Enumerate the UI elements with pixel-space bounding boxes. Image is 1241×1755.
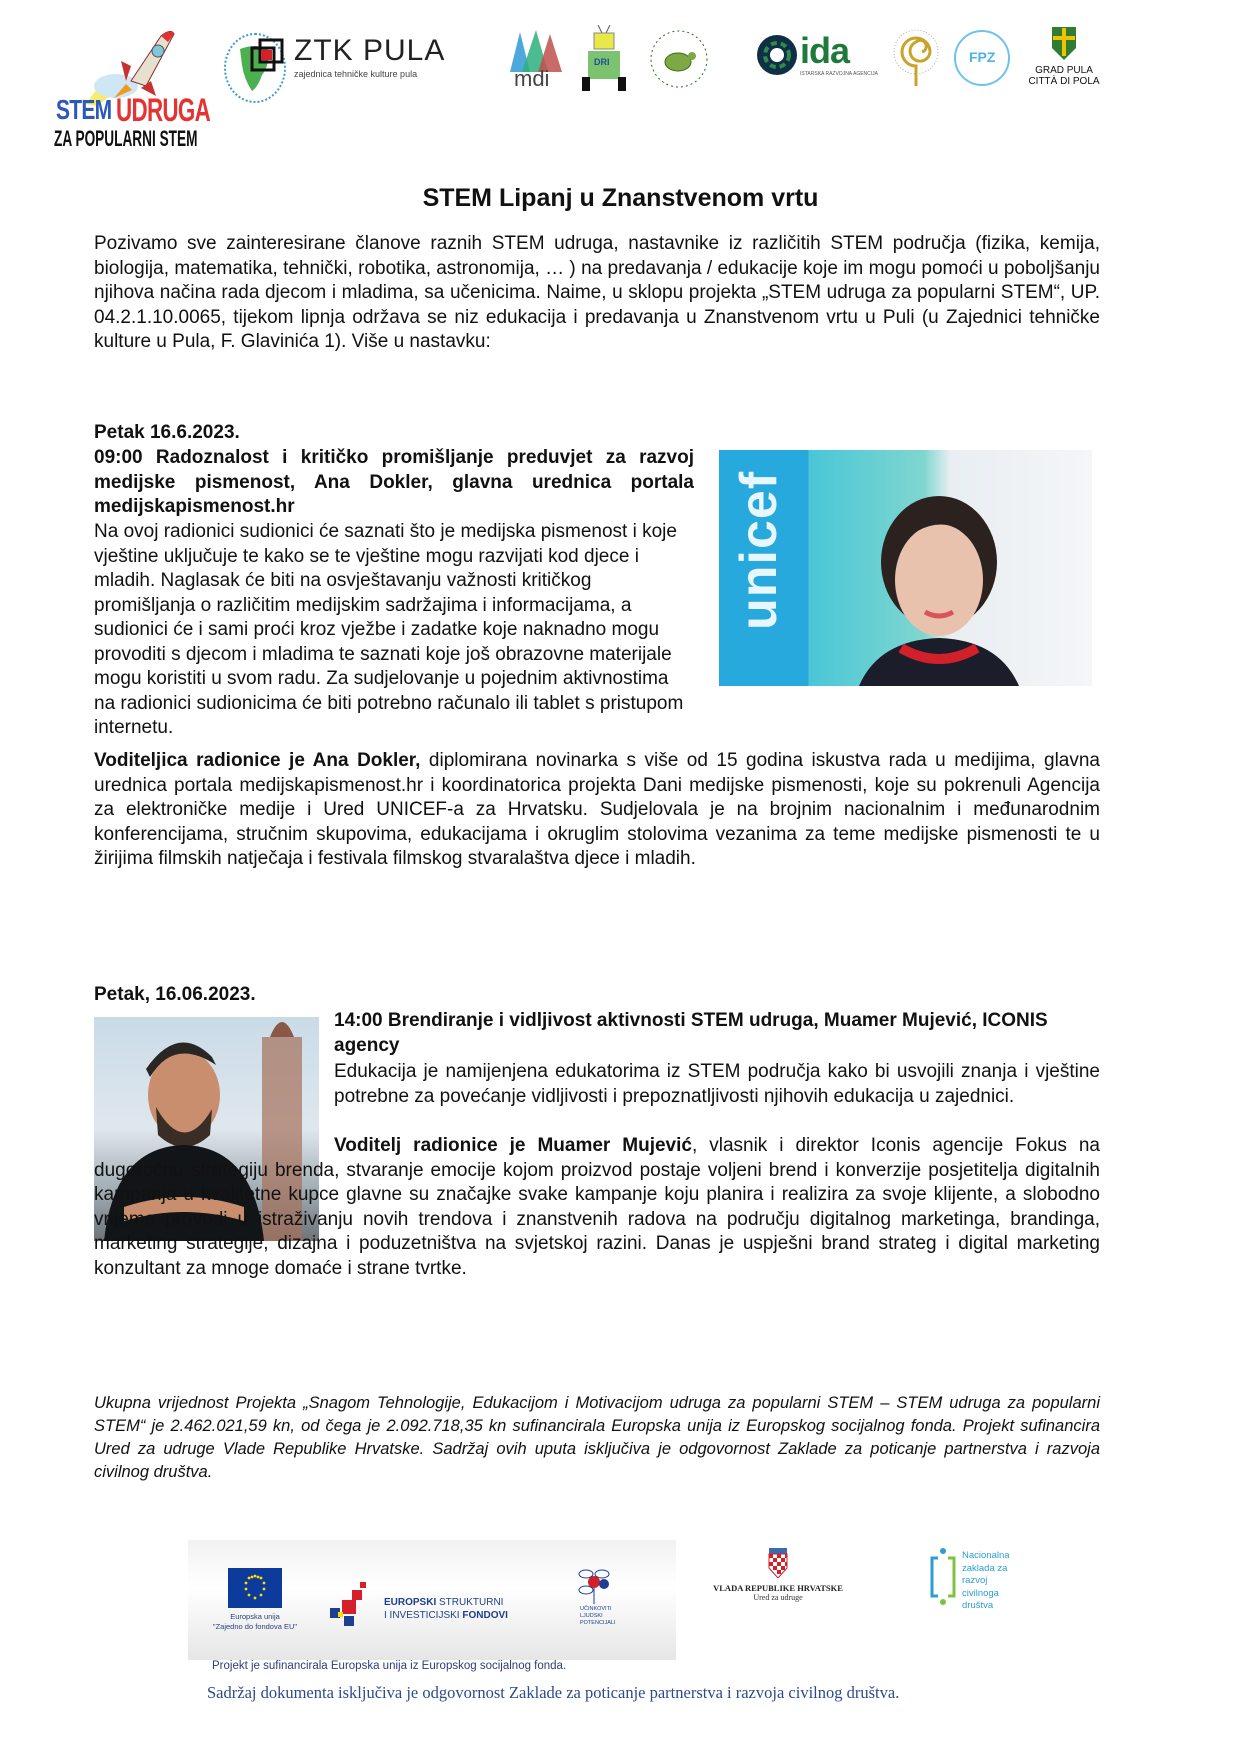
spiral-icon [892,26,940,88]
esif-text2: I INVESTICIJSKI [384,1610,463,1621]
event-2-leader-bio: , vlasnik i direktor Iconis agencije Fokus na dugoročnu strategiju brenda, stvaranje emocije kojom proizvod postaje voljeni brend i konverzije posjetitelja digitalnih kampanja u kvalitetne kupce glavne su značajke svake kampanje koju planira i realizira za svoje klijente, a slobodno vrijeme provodi u istraživanju novih trendova i znanstvenih radova na području digitalnog marketinga, brandinga, marketing strategije, dizajna i poduzetništva na svjetskoj razini. Danas je uspješni brand strateg i digital marketing konzultant za mnoge domaće i strane tvrtke. [94,1135,1100,1279]
ana-dokler-photo [719,450,1092,686]
funding-note: Ukupna vrijednost Projekta „Snagom Tehnologije, Edukacijom i Motivacijom udruga za popularni STEM – STEM udruga za popularni STEM“ je 2.462.021,59 kn, od čega je 2.092.718,35 kn sufinancirala Europska unija iz Europskog socijalnog fonda. Projekt sufinancira Ured za udruge Vlade Republike Hrvatske. Sadržaj ovih uputa isključiva je odgovornost Zaklade za poticanje partnerstva i razvoja civilnog društva. [94,1394,1100,1481]
esf-line1: UČINKOVITI [580,1606,612,1612]
vlada-line1: VLADA REPUBLIKE HRVATSKE [713,1583,843,1593]
esif-text [384,1596,508,1622]
esf-flower-icon [576,1564,612,1604]
footer-disclaimer: Sadržaj dokumenta isključiva je odgovornost Zaklade za poticanje partnerstva i razvoja civilnog društva. [207,1683,900,1702]
event-2-description: Edukacija je namijenjena edukatorima iz STEM područja kako bi usvojili znanja i vještine potrebne za povećanje vidljivosti i prepoznatljivosti njihovih edukacija u zajednici. [334,1061,1100,1107]
esf-caption [580,1606,615,1627]
event-2-leader [94,1134,1100,1281]
eu-caption [210,1612,300,1632]
event-1-leader-bio: diplomirana novinarka s više od 15 godina iskustva rada u medijima, glavna urednica portala medijskapismenost.hr i koordinatorica projekta Dani medijske pismenosti, koje su pokrenuli Agencija za elektroničke medije i Ured UNICEF-a za Hrvatsku. Sudjelovala je na brojnim nacionalnim i međunarodnim konferencijama, stručnim skupovima, edukacijama i okruglim stolovima vezanima za teme medijske pismenosti te u žirijima filmskih natječaja i festivala filmskog stvaralaštva djece i mladih. [94,750,1100,869]
zaklada-logo [930,1546,1030,1626]
udruga-word: UDRUGA [116,92,211,128]
fpz-title: FPZ [969,49,996,65]
ztk-pula-logo [250,36,490,86]
stem-udruga-logo [36,28,211,151]
ztk-pula-title: ZTK PULA [294,34,446,67]
zaklada-text [962,1550,1010,1613]
ida-emblem-icon [756,34,798,76]
croatian-coat-of-arms-icon [767,1548,789,1578]
esif-bold2: FONDOVI [462,1610,508,1621]
event-1-description-wrap [94,520,694,741]
turtle-icon [648,28,710,90]
eu-line2: "Zajedno do fondova EU" [212,1622,298,1631]
zaklada-line3: razvoj [962,1575,988,1586]
dri-title: DRI [594,57,610,67]
cube-icon [250,38,284,74]
esif-text1: STRUKTURNI [436,1597,504,1608]
zaklada-line4: civilnoga [962,1587,999,1599]
morski-centar-logo [648,28,710,90]
eu-funds-banner [188,1540,676,1660]
projekt-note: Projekt je sufinancirala Europska unija iz Europskog socijalnog fonda. [212,1660,567,1672]
zaklada-line2: zaklada za [962,1562,1008,1574]
eu-flag-icon [228,1568,282,1608]
ida-logo [756,30,878,82]
za-popularni-stem-word: ZA POPULARNI STEM [54,126,198,151]
ida-title: ida [800,30,850,71]
vlada-line2: Ured za udruge [753,1593,803,1602]
grad-pula-line2: CITTÀ DI POLA [1028,76,1100,87]
event-1-leader [94,749,1100,872]
event-1-date: Petak 16.6.2023. [94,422,240,443]
mdi-title: mdi [514,66,550,91]
esif-squares-icon [330,1582,380,1628]
coat-of-arms-icon [1051,26,1077,60]
esf-line2: LJUDSKI [580,1613,603,1619]
event-2-heading: 14:00 Brendiranje i vidljivost aktivnosti STEM udruga, Muamer Mujević, ICONIS agency [334,1010,1048,1056]
unicef-banner-text: unicef [730,470,788,630]
university-pula-logo [892,26,940,88]
vlada-logo [708,1548,848,1602]
grad-pula-line1: GRAD PULA [1035,65,1093,76]
ztk-pula-subtitle: zajednica tehničke kulture pula [294,69,418,79]
zaklada-line1: Nacionalna [962,1550,1010,1561]
esf-line3: POTENCIJALI [580,1620,616,1626]
page-title: STEM Lipanj u Znanstvenom vrtu [422,184,819,212]
eu-line1: Europska unija [230,1612,280,1621]
event-2-leader-name: Voditelj radionice je Muamer Mujević [334,1135,692,1156]
bracket-icon [930,1548,956,1606]
intro-paragraph: Pozivamo sve zainteresirane članove raznih STEM udruga, nastavnike iz različitih STEM područja (fizika, kemija, biologija, matematika, tehnički, robotika, astronomija, … ) na predavanja / edukacije koje im mogu pomoći u poboljšanju njihova načina rada djecom i mladima, sa učenicima. Naime, u sklopu projekta „STEM udruga za popularni STEM“, UP. 04.2.1.10.0065, tijekom lipnja održava se niz edukacija i predavanja u Znanstvenom vrtu u Puli (u Zajednici tehničke kulture u Pula, F. Glavinića 1). Više u nastavku: [94,233,1100,352]
stem-word: STEM [56,94,112,125]
event-2-date: Petak, 16.06.2023. [94,984,256,1005]
zaklada-line5: društva [962,1600,994,1611]
mdi-logo [510,28,562,90]
esif-bold1: EUROPSKI [384,1597,437,1608]
fpz-logo [954,30,1010,86]
event-1-leader-name: Voditeljica radionice je Ana Dokler, [94,750,421,771]
grad-pula-logo [1020,26,1108,92]
portrait-woman-icon [839,470,1039,686]
event-1-description: Na ovoj radionici sudionici će saznati što je medijska pismenost i koje vještine uključuje te kako se te vještine mogu razvijati kod djece i mladih. Naglasak će biti na osvještavanju važnosti kritičkog promišljanja o različitim medijskim sadržajima i informacijama, a sudionici će i sami proći kroz vježbe i zadatke koje naknadno mogu provoditi s djecom i mladima te saznati koje još obrazovne materijale mogu koristiti u svom radu. Za sudjelovanje u pojednim aktivnostima na radionici sudionicima će biti potrebno računalo ili tablet s pristupom internetu. [94,521,684,738]
event-1-heading: 09:00 Radoznalost i kritičko promišljanje preduvjet za razvoj medijske pismenost, Ana Dokler, glavna urednica portala medijskapismenost.hr [94,447,694,517]
ida-subtitle: ISTARSKA RAZVOJNA AGENCIJA [800,71,878,77]
dri-logo [582,25,626,91]
